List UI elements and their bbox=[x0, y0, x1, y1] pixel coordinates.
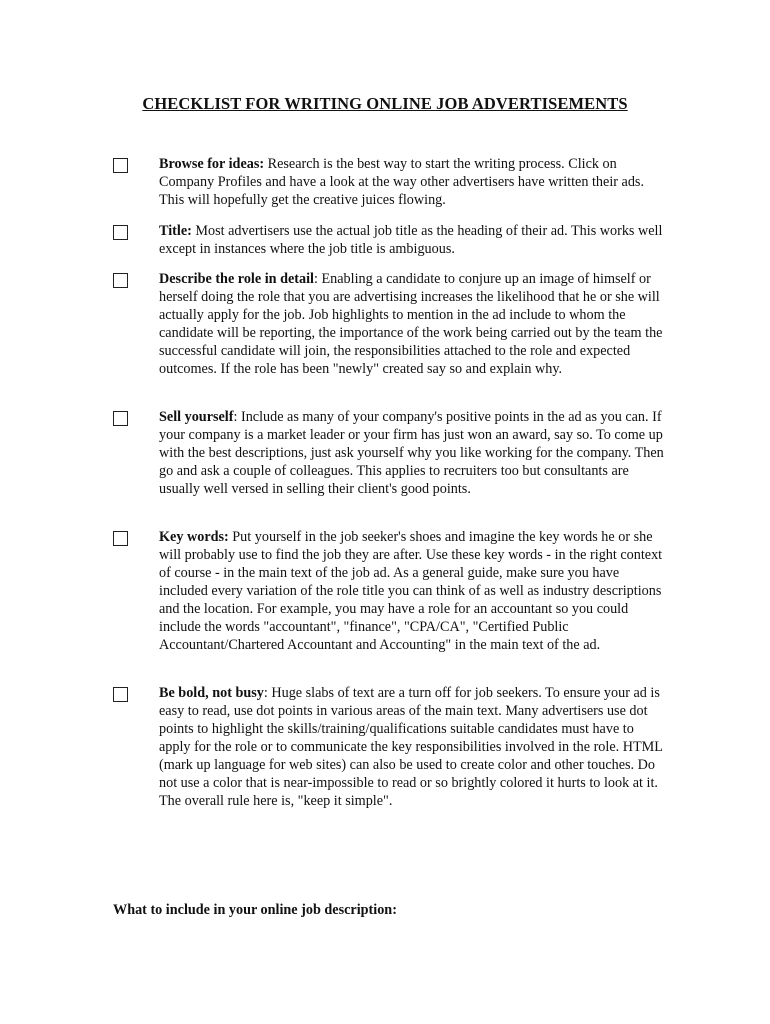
item-label: Describe the role in detail bbox=[159, 271, 314, 287]
item-text bbox=[159, 222, 664, 258]
item-text bbox=[159, 270, 664, 378]
item-text bbox=[159, 155, 664, 209]
item-label: Browse for ideas: bbox=[159, 156, 265, 172]
checkbox-be-bold[interactable] bbox=[113, 687, 128, 702]
item-label: Sell yourself bbox=[159, 409, 234, 425]
item-text bbox=[159, 528, 664, 654]
item-label: Be bold, not busy bbox=[159, 685, 264, 701]
item-label: Title: bbox=[159, 223, 192, 239]
item-body: : Include as many of your company's positive points in the ad as you can. If your company is a market leader or your firm has just won an award, say so. To come up with the best descriptions, just ask yourself why you like working for the company. Then go and ask a couple of colleagues. This applies to recruiters too but consultants are usually well versed in selling their client's good points. bbox=[159, 409, 664, 497]
page-title: CHECKLIST FOR WRITING ONLINE JOB ADVERTISEMENTS bbox=[142, 94, 628, 113]
item-body: Most advertisers use the actual job title as the heading of their ad. This works well except in instances where the job title is ambiguous. bbox=[159, 223, 663, 257]
checkbox-describe-role[interactable] bbox=[113, 273, 128, 288]
checkbox-key-words[interactable] bbox=[113, 531, 128, 546]
item-body: Put yourself in the job seeker's shoes and imagine the key words he or she will probably use to find the job they are after. Use these key words - in the right context of course - in the main text of the job ad. As a general guide, make sure you have included every variation of the role title you can think of as well as industry descriptions and the location. For example, you may have a role for an accountant so you could include the words "accountant", "finance", "CPA/CA", "Certified Public Accountant/Chartered Accountant and Accounting" in the main text of the ad. bbox=[159, 529, 663, 653]
checkbox-sell-yourself[interactable] bbox=[113, 411, 128, 426]
item-body: : Huge slabs of text are a turn off for job seekers. To ensure your ad is easy to read, use dot points in various areas of the main text. Many advertisers use dot points to highlight the skills/training/qualifications suitable candidates must have to apply for the role or to communicate the key responsibilities involved in the role. HTML (mark up language for web sites) can also be used to create color and other touches. Do not use a color that is near-impossible to read or so brightly colored it hurts to look at it. The overall rule here is, "keep it simple". bbox=[159, 685, 663, 809]
checkbox-title[interactable] bbox=[113, 225, 128, 240]
section-heading: What to include in your online job description: bbox=[113, 902, 397, 918]
item-text bbox=[159, 684, 664, 810]
item-text bbox=[159, 408, 664, 498]
item-label: Key words: bbox=[159, 529, 229, 545]
checkbox-browse[interactable] bbox=[113, 158, 128, 173]
item-body: : Enabling a candidate to conjure up an image of himself or herself doing the role that you are advertising increases the likelihood that he or she will actually apply for the job. Job highlights to mention in the ad include to whom the candidate will be reporting, the importance of the work being carried out by the team the successful candidate will join, the responsibilities attached to the role and expected outcomes. If the role has been "newly" created say so and explain why. bbox=[159, 271, 663, 377]
item-body: Research is the best way to start the writing process. Click on Company Profiles and have a look at the way other advertisers have written their ads. This will hopefully get the creative juices flowing. bbox=[159, 156, 644, 208]
